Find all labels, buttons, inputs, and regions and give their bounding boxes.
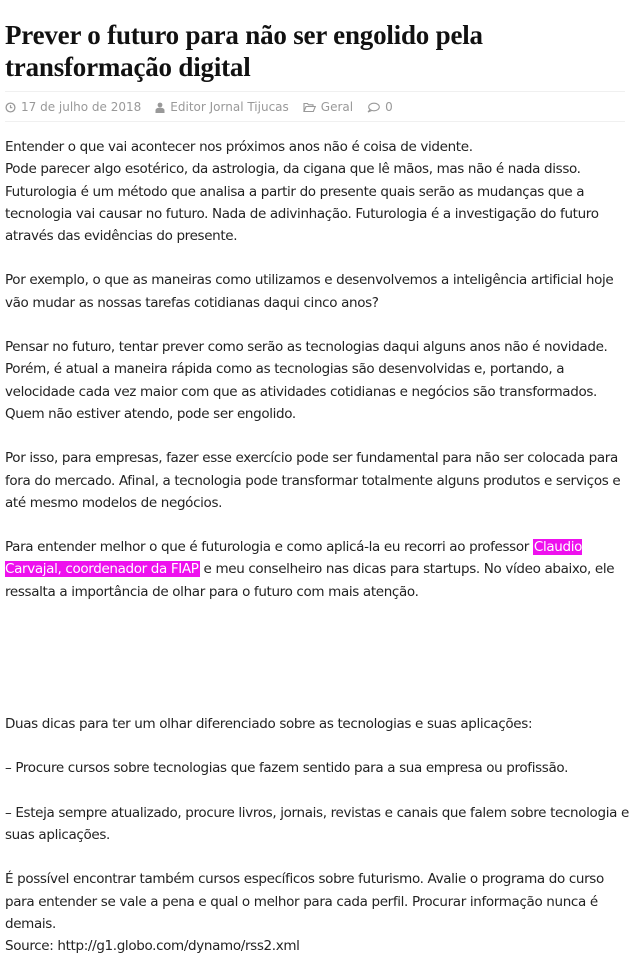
paragraph-conclusion: [5, 868, 630, 957]
meta-divider-top: [5, 91, 625, 92]
paragraph-intro-line-3: Futurologia é um método que analisa a partir do presente quais serão as mudanças que a tecnologia vai causar no futuro. Nada de adivinhação. Futurologia é a investigação do futuro através das evidências do presente.: [5, 183, 599, 245]
meta-category-text: Geral: [320, 100, 354, 114]
paragraph-tips-intro: Duas dicas para ter um olhar diferenciado sobre as tecnologias e suas aplicações:: [5, 716, 533, 733]
paragraph-professor: [5, 536, 630, 603]
meta-author-text: Editor Jornal Tijucas: [170, 100, 289, 114]
comment-icon: [367, 102, 385, 113]
folder-open-icon: [303, 102, 321, 113]
meta-date[interactable]: [5, 93, 141, 121]
article-meta: [5, 93, 630, 121]
article-title: Prever o futuro para não ser engolido pela transformação digital: [5, 20, 483, 82]
paragraph-intro: [5, 136, 630, 247]
article-body: [5, 136, 630, 957]
paragraph-conclusion-text: É possível encontrar também cursos específicos sobre futurismo. Avalie o programa do curso para entender se vale a pena e qual o melhor para cada perfil. Procurar informação nunca é demais.: [5, 871, 604, 932]
paragraph-tip-2: – Esteja sempre atualizado, procure livros, jornais, revistas e canais que falem sobre tecnologia e suas aplicações.: [5, 804, 629, 843]
paragraph-intro-line-1: Entender o que vai acontecer nos próximos anos não é coisa de vidente.: [5, 139, 473, 155]
clock-icon: [5, 102, 21, 113]
meta-category[interactable]: [303, 93, 353, 121]
article: [5, 0, 630, 957]
meta-divider-bottom: [5, 121, 625, 122]
user-icon: [155, 102, 170, 113]
meta-comments[interactable]: [367, 93, 393, 121]
video-embed-placeholder: [5, 625, 630, 713]
paragraph-tip-1: – Procure cursos sobre tecnologias que fazem sentido para a sua empresa ou profissão.: [5, 760, 569, 777]
paragraph-professor-after: e meu conselheiro nas dicas para startups. No vídeo abaixo, ele ressalta a importância de olhar para o futuro com mais atenção.: [5, 561, 615, 600]
meta-comments-count: 0: [385, 100, 393, 114]
paragraph-example: Por exemplo, o que as maneiras como utilizamos e desenvolvemos a inteligência artificial hoje vão mudar as nossas tarefas cotidianas daqui cinco anos?: [5, 272, 614, 311]
paragraph-future: Pensar no futuro, tentar prever como serão as tecnologias daqui alguns anos não é novidade. Porém, é atual a maneira rápida como as tecnologias são desenvolvidas e, portando, a velocidade cada vez maior com que as atividades cotidianas e negócios são transformados. Quem não estiver atendo, pode ser engolido.: [5, 339, 608, 422]
meta-date-text: 17 de julho de 2018: [21, 100, 142, 114]
paragraph-companies: Por isso, para empresas, fazer esse exercício pode ser fundamental para não ser colocada para fora do mercado. Afinal, a tecnologia pode transformar totalmente alguns produtos e serviços e até mesmo modelos de negócios.: [5, 450, 621, 511]
professor-link[interactable]: Claudio Carvajal, coordenador da FIAP: [5, 539, 583, 578]
meta-author[interactable]: [155, 93, 288, 121]
paragraph-intro-line-2: Pode parecer algo esotérico, da astrologia, da cigana que lê mãos, mas não é nada disso.: [5, 161, 581, 178]
source-line: Source: http://g1.globo.com/dynamo/rss2.xml: [5, 938, 300, 955]
paragraph-professor-before: Para entender melhor o que é futurologia e como aplicá-la eu recorri ao professor: [5, 539, 533, 556]
